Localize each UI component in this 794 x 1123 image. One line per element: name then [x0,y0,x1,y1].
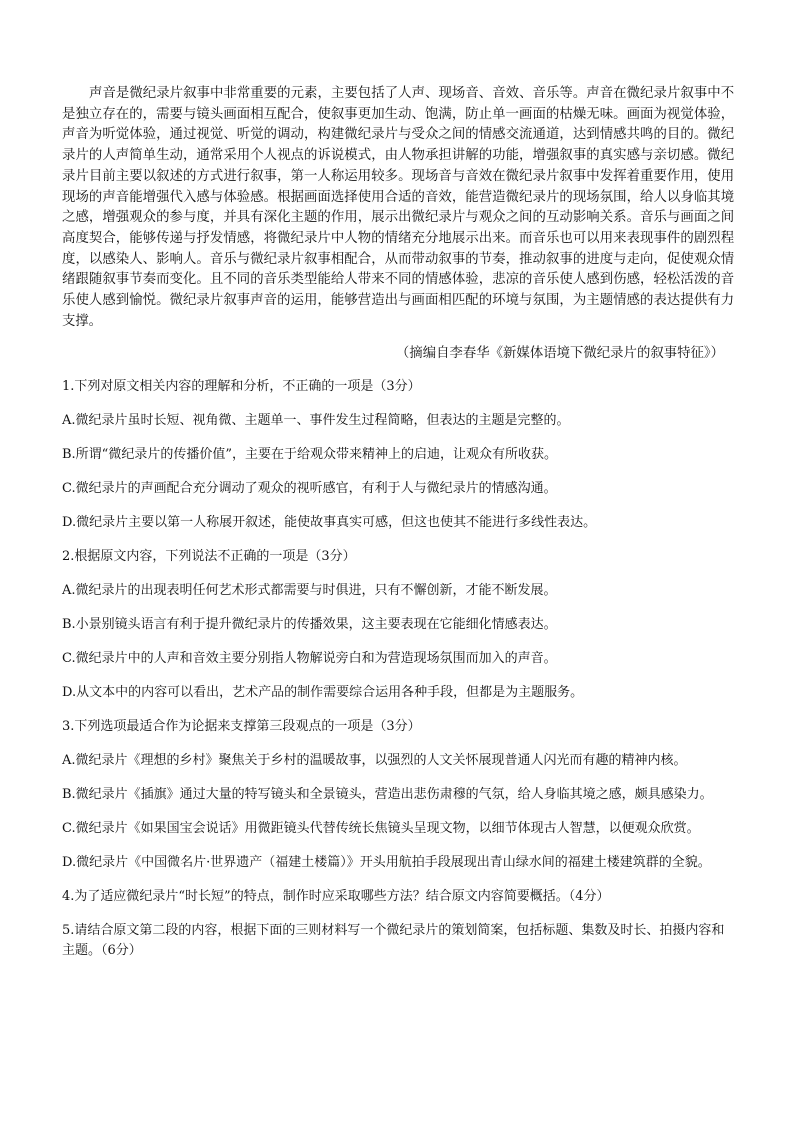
option-d: D.从文本中的内容可以看出，艺术产品的制作需要综合运用各种手段，但都是为主题服务。 [62,685,584,701]
option-a: A.微纪录片虽时长短、视角微、主题单一、事件发生过程简略，但表达的主题是完整的。 [62,413,570,429]
question-stem: 3.下列选项最适合作为论据来支撑第三段观点的一项是（3分） [62,719,421,735]
passage-source: （摘编自李春华《新媒体语境下微纪录片的叙事特征》） [395,346,724,362]
question-stem: 5.请结合原文第二段的内容，根据下面的三则材料写一个微纪录片的策划简案，包括标题、集数及时长、拍摄内容和主题。（6分） [62,923,725,959]
option-b: B.小景别镜头语言有利于提升微纪录片的传播效果，这主要表现在它能细化情感表达。 [62,617,557,633]
question-4 [62,887,734,907]
option-c: C.微纪录片中的人声和音效主要分别指人物解说旁白和为营造现场氛围而加入的声音。 [62,651,557,667]
question-1 [62,377,734,533]
option-b: B.微纪录片《插旗》通过大量的特写镜头和全景镜头，营造出悲伤肃穆的气氛，给人身临其境之感，颇具感染力。 [62,787,713,803]
option-d: D.微纪录片主要以第一人称展开叙述，能使故事真实可感，但这也使其不能进行多线性表达。 [62,515,597,531]
question-stem: 1.下列对原文相关内容的理解和分析，不正确的一项是（3分） [62,379,421,395]
question-stem: 2.根据原文内容，下列说法不正确的一项是（3分） [62,549,356,565]
option-c: C.微纪录片的声画配合充分调动了观众的视听感官，有利于人与微纪录片的情感沟通。 [62,481,557,497]
option-a: A.微纪录片《理想的乡村》聚焦关于乡村的温暖故事，以强烈的人文关怀展现普通人闪光而有趣的精神内核。 [62,753,687,769]
question-5 [62,921,734,961]
passage-paragraph: 声音是微纪录片叙事中非常重要的元素，主要包括了人声、现场音、音效、音乐等。声音在微纪录片叙事中不是独立存在的，需要与镜头画面相互配合，使叙事更加生动、饱满，防止单一画面的枯燥无味。画面为视觉体验，声音为听觉体验，通过视觉、听觉的调动，构建微纪录片与受众之间的情感交流通道，达到情感共鸣的目的。微纪录片的人声简单生动，通常采用个人视点的诉说模式，由人物承担讲解的功能，增强叙事的真实感与亲切感。微纪录片目前主要以叙述的方式进行叙事，第一人称运用较多。现场音与音效在微纪录片叙事中发挥着重要作用，使用现场的声音能增强代入感与体验感。根据画面选择使用合适的音效，能营造微纪录片的现场氛围，给人以身临其境之感，增强观众的参与度，并具有深化主题的作用，展示出微纪录片与观众之间的互动影响关系。音乐与画面之间高度契合，能够传递与抒发情感，将微纪录片中人物的情绪充分地展示出来。而音乐也可以用来表现事件的剧烈程度，以感染人、影响人。音乐与微纪录片叙事相配合，从而带动叙事的节奏，推动叙事的进度与走向，促使观众情绪跟随叙事节奏而变化。且不同的音乐类型能给人带来不同的情感体验，悲凉的音乐使人感到伤感，轻松活泼的音乐使人感到愉悦。微纪录片叙事声音的运用，能够营造出与画面相匹配的环境与氛围，为主题情感的表达提供有力支撑。 [62,86,734,329]
option-a: A.微纪录片的出现表明任何艺术形式都需要与时俱进，只有不懈创新，才能不断发展。 [62,583,557,599]
question-3 [62,717,734,873]
option-c: C.微纪录片《如果国宝会说话》用微距镜头代替传统长焦镜头呈现文物，以细节体现古人智慧，以便观众欣赏。 [62,821,700,837]
option-d: D.微纪录片《中国微名片·世界遗产（福建土楼篇）》开头用航拍手段展现出青山绿水间的福建土楼建筑群的全貌。 [62,855,711,871]
exam-page [62,84,734,961]
option-b: B.所谓“微纪录片的传播价值”，主要在于给观众带来精神上的启迪，让观众有所收获。 [62,447,557,463]
question-2 [62,547,734,703]
question-stem: 4.为了适应微纪录片“时长短”的特点，制作时应采取哪些方法？结合原文内容简要概括。（4分） [62,889,610,905]
